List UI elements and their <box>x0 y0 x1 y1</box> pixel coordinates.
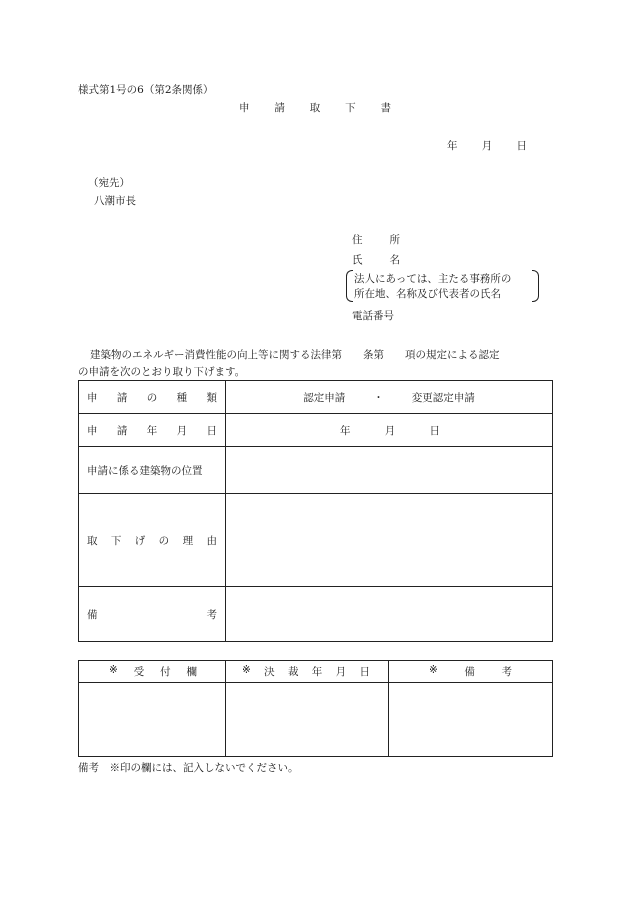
row-application-type <box>79 381 553 414</box>
office-use-body <box>79 683 553 757</box>
applicant-phone-label: 電話番号 <box>352 310 394 322</box>
date-day: 日 <box>516 140 527 152</box>
date-year: 年 <box>447 140 458 152</box>
applicant-name-label: 氏 名 <box>352 254 400 266</box>
withdrawal-reason-value[interactable] <box>226 494 553 587</box>
footnote: 備考 ※印の欄には、記入しないでください。 <box>78 762 299 774</box>
label-building-location: 申請に係る建築物の位置 <box>79 447 226 494</box>
application-table <box>78 380 553 642</box>
applicant-address-label: 住 所 <box>352 234 400 246</box>
office-use-table <box>78 660 553 757</box>
application-date-value[interactable]: 年 月 日 <box>226 414 553 447</box>
header-reception: ※ 受 付 欄 <box>109 664 197 678</box>
row-withdrawal-reason <box>79 494 553 587</box>
label-application-date: 申 請 年 月 日 <box>87 424 217 437</box>
addressee: 八潮市長 <box>94 195 136 207</box>
label-application-type: 申 請 の 種 類 <box>87 391 217 404</box>
label-withdrawal-reason: 取 下 げ の 理 由 <box>87 534 217 547</box>
office-use-header <box>79 661 553 683</box>
document-title: 申 請 取 下 書 <box>239 102 391 114</box>
remarks-value[interactable] <box>226 587 553 642</box>
addressee-label: （宛先） <box>88 177 130 189</box>
submission-date <box>447 138 527 153</box>
body-text-line1: 建築物のエネルギー消費性能の向上等に関する法律第 条第 項の規定による認定 <box>90 349 500 361</box>
option-certification[interactable]: 認定申請 <box>303 391 346 404</box>
header-office-remarks: ※ 備 考 <box>429 664 512 678</box>
option-separator: ・ <box>373 391 384 404</box>
corporation-note: 法人にあっては、主たる事務所の 所在地、名称及び代表者の氏名 <box>346 270 539 302</box>
label-remarks: 備 考 <box>87 608 217 621</box>
header-decision-date: ※ 決 裁 年 月 日 <box>242 664 370 678</box>
form-number: 様式第1号の6（第2条関係） <box>78 84 214 96</box>
option-change-certification[interactable]: 変更認定申請 <box>411 391 475 404</box>
reception-cell[interactable] <box>79 683 226 757</box>
decision-date-cell[interactable] <box>226 683 389 757</box>
application-type-value[interactable] <box>226 381 553 414</box>
row-building-location <box>79 447 553 494</box>
office-remarks-cell[interactable] <box>389 683 553 757</box>
date-month: 月 <box>481 140 493 152</box>
row-remarks <box>79 587 553 642</box>
building-location-value[interactable] <box>226 447 553 494</box>
row-application-date <box>79 414 553 447</box>
body-text-line2: の申請を次のとおり取り下げます。 <box>78 366 246 378</box>
